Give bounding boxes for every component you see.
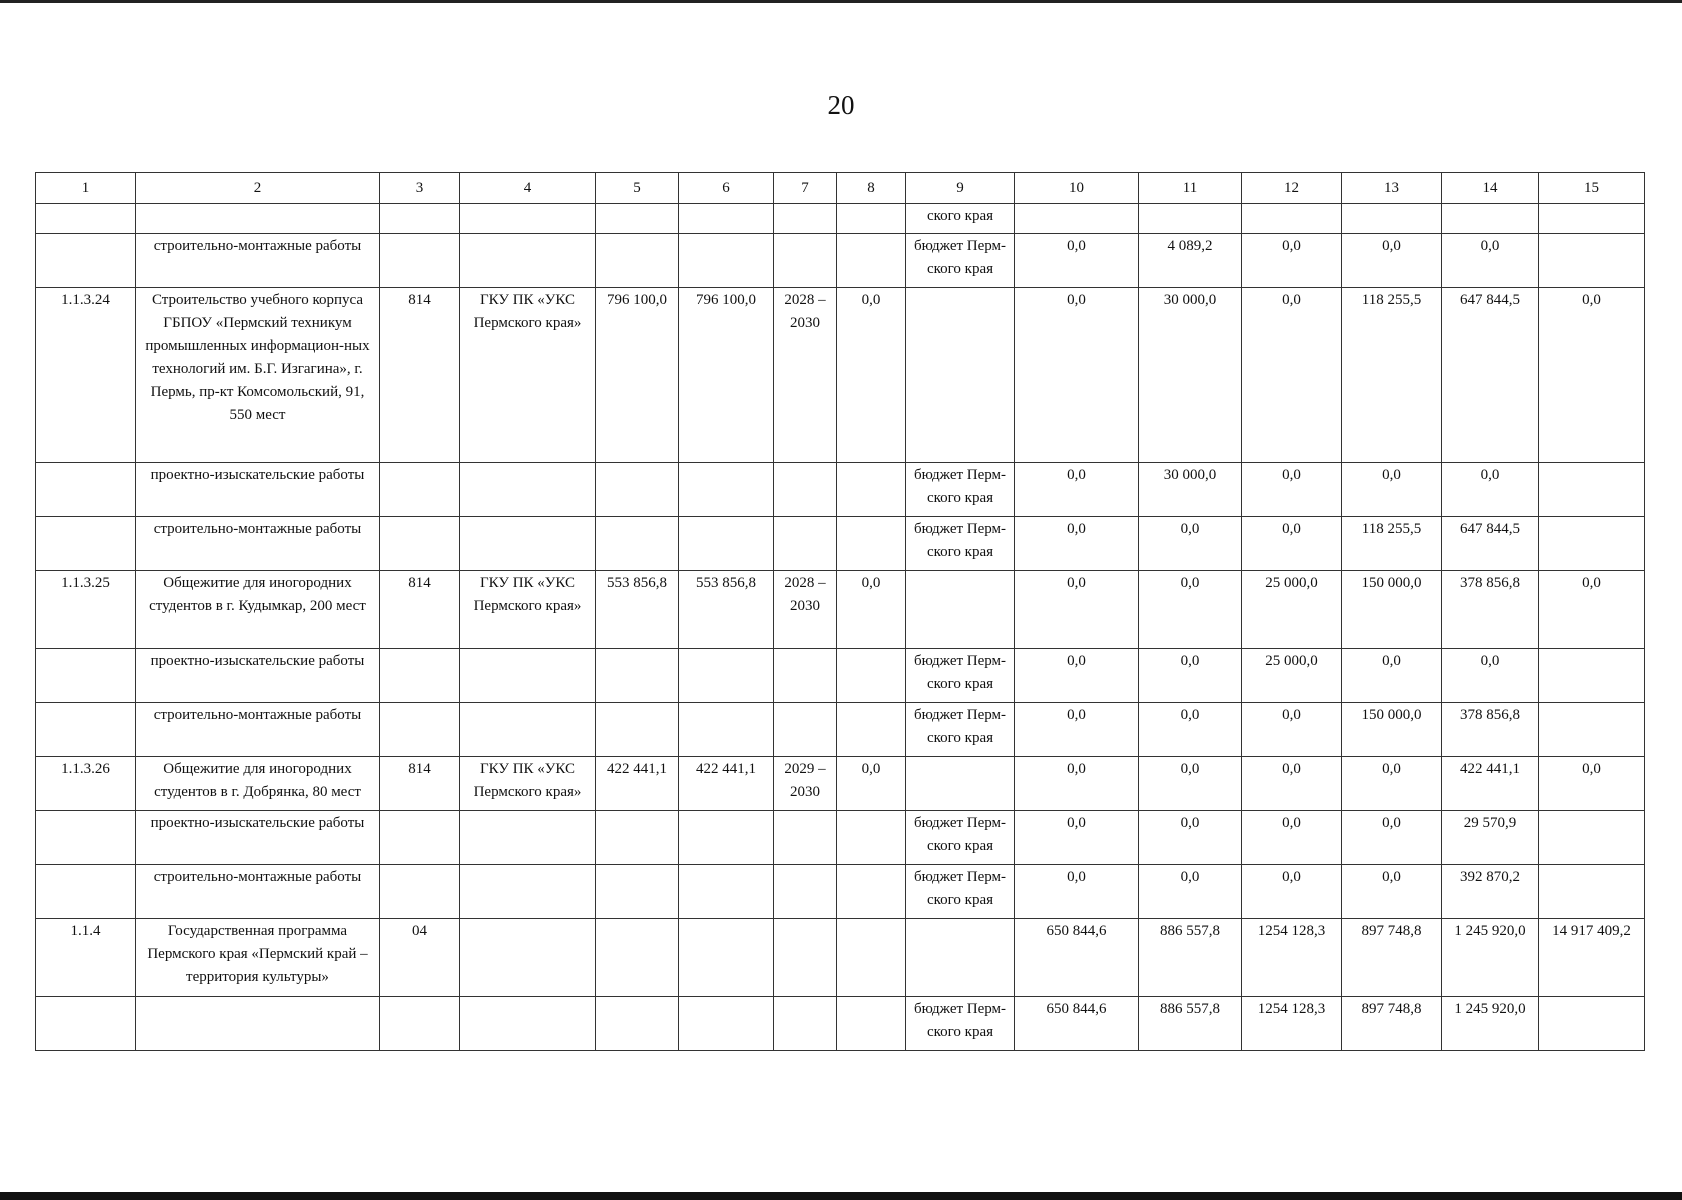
table-cell-col-13: 150 000,0: [1342, 571, 1442, 649]
table-cell-col-7: [774, 234, 837, 288]
table-cell-col-8: [837, 997, 906, 1051]
table-cell-col-2: строительно-монтажные работы: [136, 517, 380, 571]
column-header-10: 10: [1015, 173, 1139, 204]
table-cell-col-7: [774, 919, 837, 997]
table-cell-col-1: [36, 517, 136, 571]
table-cell-col-3: [380, 811, 460, 865]
table-cell-col-9: бюджет Перм-ского края: [906, 649, 1015, 703]
table-cell-col-13: [1342, 204, 1442, 234]
table-cell-col-8: [837, 865, 906, 919]
table-cell-col-4: [460, 865, 596, 919]
table-cell-col-12: [1242, 204, 1342, 234]
table-cell-col-8: [837, 204, 906, 234]
table-cell-col-9: бюджет Перм-ского края: [906, 997, 1015, 1051]
table-cell-col-6: [679, 649, 774, 703]
table-cell-col-10: 0,0: [1015, 571, 1139, 649]
table-cell-col-8: 0,0: [837, 571, 906, 649]
table-cell-col-6: 796 100,0: [679, 288, 774, 463]
column-header-9: 9: [906, 173, 1015, 204]
table-cell-col-6: [679, 811, 774, 865]
table-cell-col-15: 0,0: [1539, 757, 1645, 811]
table-cell-col-11: 886 557,8: [1139, 919, 1242, 997]
table-cell-col-1: 1.1.3.26: [36, 757, 136, 811]
table-cell-col-2: Общежитие для иногородних студентов в г. Кудымкар, 200 мест: [136, 571, 380, 649]
table-cell-col-14: 647 844,5: [1442, 517, 1539, 571]
table-row: [36, 204, 1645, 234]
table-cell-col-13: 150 000,0: [1342, 703, 1442, 757]
table-cell-col-14: 378 856,8: [1442, 571, 1539, 649]
table-header-row: [36, 173, 1645, 204]
table-cell-col-9: бюджет Перм-ского края: [906, 703, 1015, 757]
table-cell-col-15: [1539, 703, 1645, 757]
table-cell-col-10: 650 844,6: [1015, 997, 1139, 1051]
table-cell-col-3: [380, 463, 460, 517]
table-cell-col-2: Строительство учебного корпуса ГБПОУ «Пермский техникум промышленных информацион-ных технологий им. Б.Г. Изгагина», г. Пермь, пр-кт Комсомольский, 91, 550 мест: [136, 288, 380, 463]
table-cell-col-12: 0,0: [1242, 463, 1342, 517]
table-cell-col-5: [596, 649, 679, 703]
table-row: [36, 463, 1645, 517]
table-cell-col-2: Общежитие для иногородних студентов в г. Добрянка, 80 мест: [136, 757, 380, 811]
table-cell-col-12: 0,0: [1242, 703, 1342, 757]
table-cell-col-11: 0,0: [1139, 757, 1242, 811]
column-header-8: 8: [837, 173, 906, 204]
table-cell-col-4: ГКУ ПК «УКС Пермского края»: [460, 757, 596, 811]
table-cell-col-15: [1539, 997, 1645, 1051]
table-cell-col-3: 04: [380, 919, 460, 997]
column-header-5: 5: [596, 173, 679, 204]
table-cell-col-9: [906, 571, 1015, 649]
table-cell-col-14: 0,0: [1442, 234, 1539, 288]
table-cell-col-4: [460, 517, 596, 571]
table-cell-col-10: 0,0: [1015, 463, 1139, 517]
table-cell-col-9: бюджет Перм-ского края: [906, 865, 1015, 919]
table-cell-col-7: [774, 865, 837, 919]
table-cell-col-6: [679, 919, 774, 997]
table-cell-col-9: [906, 919, 1015, 997]
table-cell-col-15: [1539, 204, 1645, 234]
table-cell-col-7: 2028 – 2030: [774, 288, 837, 463]
table-cell-col-12: 0,0: [1242, 865, 1342, 919]
table-cell-col-2: проектно-изыскательские работы: [136, 463, 380, 517]
table-cell-col-8: [837, 517, 906, 571]
table-cell-col-11: 30 000,0: [1139, 463, 1242, 517]
column-header-6: 6: [679, 173, 774, 204]
table-cell-col-5: [596, 919, 679, 997]
table-cell-col-14: 422 441,1: [1442, 757, 1539, 811]
table-cell-col-15: 0,0: [1539, 288, 1645, 463]
table-cell-col-2: [136, 997, 380, 1051]
table-cell-col-12: 1254 128,3: [1242, 919, 1342, 997]
table-cell-col-10: 0,0: [1015, 517, 1139, 571]
table-cell-col-10: 0,0: [1015, 703, 1139, 757]
table-cell-col-3: [380, 649, 460, 703]
table-cell-col-14: [1442, 204, 1539, 234]
table-cell-col-13: 118 255,5: [1342, 288, 1442, 463]
table-cell-col-15: [1539, 649, 1645, 703]
column-header-13: 13: [1342, 173, 1442, 204]
table-cell-col-7: [774, 204, 837, 234]
table-cell-col-4: ГКУ ПК «УКС Пермского края»: [460, 571, 596, 649]
table-cell-col-3: [380, 703, 460, 757]
table-cell-col-7: [774, 517, 837, 571]
table-cell-col-5: 422 441,1: [596, 757, 679, 811]
table-cell-col-4: [460, 234, 596, 288]
table-row: [36, 517, 1645, 571]
table-cell-col-4: [460, 649, 596, 703]
table-cell-col-11: 0,0: [1139, 649, 1242, 703]
table-cell-col-8: [837, 234, 906, 288]
table-cell-col-11: 0,0: [1139, 517, 1242, 571]
table-cell-col-11: [1139, 204, 1242, 234]
table-cell-col-8: [837, 649, 906, 703]
table-row: [36, 865, 1645, 919]
table-cell-col-1: [36, 997, 136, 1051]
column-header-12: 12: [1242, 173, 1342, 204]
column-header-15: 15: [1539, 173, 1645, 204]
column-header-2: 2: [136, 173, 380, 204]
table-cell-col-3: [380, 517, 460, 571]
table-cell-col-13: 0,0: [1342, 463, 1442, 517]
table-cell-col-13: 118 255,5: [1342, 517, 1442, 571]
table-cell-col-12: 0,0: [1242, 517, 1342, 571]
table-cell-col-10: 0,0: [1015, 649, 1139, 703]
table-cell-col-11: 0,0: [1139, 703, 1242, 757]
table-cell-col-2: строительно-монтажные работы: [136, 234, 380, 288]
table-cell-col-5: [596, 463, 679, 517]
table-cell-col-3: 814: [380, 757, 460, 811]
table-cell-col-1: [36, 463, 136, 517]
table-cell-col-9: бюджет Перм-ского края: [906, 517, 1015, 571]
table-cell-col-5: [596, 234, 679, 288]
table-cell-col-8: [837, 811, 906, 865]
table-cell-col-9: [906, 288, 1015, 463]
table-cell-col-14: 29 570,9: [1442, 811, 1539, 865]
table-cell-col-15: 0,0: [1539, 571, 1645, 649]
table-cell-col-5: 553 856,8: [596, 571, 679, 649]
table-cell-col-5: [596, 997, 679, 1051]
table-row: [36, 649, 1645, 703]
column-header-7: 7: [774, 173, 837, 204]
table-cell-col-1: 1.1.4: [36, 919, 136, 997]
table-cell-col-6: [679, 703, 774, 757]
table-cell-col-6: 553 856,8: [679, 571, 774, 649]
table-cell-col-11: 886 557,8: [1139, 997, 1242, 1051]
table-cell-col-7: 2028 – 2030: [774, 571, 837, 649]
table-cell-col-13: 0,0: [1342, 811, 1442, 865]
table-cell-col-4: [460, 703, 596, 757]
table-row: [36, 811, 1645, 865]
table-cell-col-5: [596, 517, 679, 571]
table-cell-col-10: 0,0: [1015, 757, 1139, 811]
column-header-14: 14: [1442, 173, 1539, 204]
table-cell-col-11: 4 089,2: [1139, 234, 1242, 288]
table-cell-col-12: 1254 128,3: [1242, 997, 1342, 1051]
table-cell-col-5: 796 100,0: [596, 288, 679, 463]
table-cell-col-11: 0,0: [1139, 865, 1242, 919]
column-header-3: 3: [380, 173, 460, 204]
table-cell-col-12: 25 000,0: [1242, 649, 1342, 703]
table-cell-col-6: [679, 997, 774, 1051]
table-cell-col-4: ГКУ ПК «УКС Пермского края»: [460, 288, 596, 463]
column-header-11: 11: [1139, 173, 1242, 204]
table-cell-col-10: 650 844,6: [1015, 919, 1139, 997]
table-cell-col-11: 0,0: [1139, 811, 1242, 865]
table-cell-col-2: строительно-монтажные работы: [136, 703, 380, 757]
table-cell-col-7: [774, 463, 837, 517]
table-cell-col-15: [1539, 811, 1645, 865]
table-cell-col-8: 0,0: [837, 757, 906, 811]
table-cell-col-1: 1.1.3.24: [36, 288, 136, 463]
table-cell-col-15: [1539, 234, 1645, 288]
table-cell-col-2: проектно-изыскательские работы: [136, 811, 380, 865]
table-row: [36, 288, 1645, 463]
table-cell-col-12: 0,0: [1242, 288, 1342, 463]
table-cell-col-2: проектно-изыскательские работы: [136, 649, 380, 703]
table-cell-col-7: 2029 – 2030: [774, 757, 837, 811]
table-row: [36, 571, 1645, 649]
table-cell-col-13: 0,0: [1342, 234, 1442, 288]
table-cell-col-10: 0,0: [1015, 865, 1139, 919]
table-cell-col-12: 0,0: [1242, 811, 1342, 865]
table-cell-col-6: [679, 463, 774, 517]
table-cell-col-1: [36, 865, 136, 919]
table-cell-col-9: [906, 757, 1015, 811]
budget-table: [35, 172, 1645, 1051]
table-cell-col-13: 0,0: [1342, 649, 1442, 703]
table-cell-col-1: [36, 811, 136, 865]
table-cell-col-10: 0,0: [1015, 811, 1139, 865]
table-cell-col-15: [1539, 517, 1645, 571]
table-cell-col-3: [380, 234, 460, 288]
table-cell-col-15: [1539, 463, 1645, 517]
table-cell-col-10: [1015, 204, 1139, 234]
table-cell-col-6: [679, 204, 774, 234]
table-cell-col-10: 0,0: [1015, 288, 1139, 463]
table-cell-col-14: 0,0: [1442, 649, 1539, 703]
table-cell-col-1: [36, 234, 136, 288]
table-cell-col-2: Государственная программа Пермского края «Пермский край – территория культуры»: [136, 919, 380, 997]
table-row: [36, 234, 1645, 288]
table-cell-col-15: 14 917 409,2: [1539, 919, 1645, 997]
table-cell-col-7: [774, 997, 837, 1051]
column-header-1: 1: [36, 173, 136, 204]
table-cell-col-5: [596, 865, 679, 919]
table-cell-col-6: [679, 865, 774, 919]
table-cell-col-14: 647 844,5: [1442, 288, 1539, 463]
table-cell-col-14: 378 856,8: [1442, 703, 1539, 757]
table-cell-col-1: [36, 204, 136, 234]
table-cell-col-6: [679, 234, 774, 288]
table-row: [36, 703, 1645, 757]
table-cell-col-11: 0,0: [1139, 571, 1242, 649]
table-cell-col-8: [837, 919, 906, 997]
table-cell-col-2: [136, 204, 380, 234]
table-cell-col-1: 1.1.3.25: [36, 571, 136, 649]
table-cell-col-11: 30 000,0: [1139, 288, 1242, 463]
table-cell-col-7: [774, 649, 837, 703]
table-cell-col-3: 814: [380, 571, 460, 649]
table-cell-col-3: [380, 865, 460, 919]
table-cell-col-8: 0,0: [837, 288, 906, 463]
column-header-4: 4: [460, 173, 596, 204]
table-cell-col-4: [460, 463, 596, 517]
table-body: [36, 173, 1645, 1051]
table-cell-col-4: [460, 997, 596, 1051]
table-cell-col-14: 392 870,2: [1442, 865, 1539, 919]
table-cell-col-3: [380, 204, 460, 234]
table-cell-col-3: [380, 997, 460, 1051]
table-row: [36, 997, 1645, 1051]
table-cell-col-9: бюджет Перм-ского края: [906, 811, 1015, 865]
table-row: [36, 919, 1645, 997]
table-cell-col-12: 0,0: [1242, 234, 1342, 288]
table-cell-col-14: 1 245 920,0: [1442, 919, 1539, 997]
table-cell-col-13: 0,0: [1342, 865, 1442, 919]
table-cell-col-3: 814: [380, 288, 460, 463]
table-cell-col-7: [774, 811, 837, 865]
scan-top-edge: [0, 0, 1682, 3]
page-number: 20: [827, 90, 855, 120]
table-cell-col-14: 1 245 920,0: [1442, 997, 1539, 1051]
table-cell-col-7: [774, 703, 837, 757]
table-cell-col-10: 0,0: [1015, 234, 1139, 288]
table-cell-col-9: ского края: [906, 204, 1015, 234]
table-cell-col-8: [837, 463, 906, 517]
table-cell-col-5: [596, 703, 679, 757]
table-cell-col-5: [596, 204, 679, 234]
table-cell-col-4: [460, 919, 596, 997]
table-cell-col-2: строительно-монтажные работы: [136, 865, 380, 919]
scan-bottom-edge: [0, 1192, 1682, 1200]
table-cell-col-13: 897 748,8: [1342, 997, 1442, 1051]
table-cell-col-14: 0,0: [1442, 463, 1539, 517]
table-cell-col-8: [837, 703, 906, 757]
table-cell-col-6: [679, 517, 774, 571]
table-cell-col-12: 25 000,0: [1242, 571, 1342, 649]
table-cell-col-12: 0,0: [1242, 757, 1342, 811]
table-cell-col-4: [460, 204, 596, 234]
table-cell-col-4: [460, 811, 596, 865]
table-cell-col-5: [596, 811, 679, 865]
table-cell-col-13: 897 748,8: [1342, 919, 1442, 997]
table-cell-col-9: бюджет Перм-ского края: [906, 234, 1015, 288]
table-row: [36, 757, 1645, 811]
table-cell-col-13: 0,0: [1342, 757, 1442, 811]
table-cell-col-15: [1539, 865, 1645, 919]
table-cell-col-6: 422 441,1: [679, 757, 774, 811]
table-cell-col-1: [36, 649, 136, 703]
table-cell-col-1: [36, 703, 136, 757]
table-cell-col-9: бюджет Перм-ского края: [906, 463, 1015, 517]
